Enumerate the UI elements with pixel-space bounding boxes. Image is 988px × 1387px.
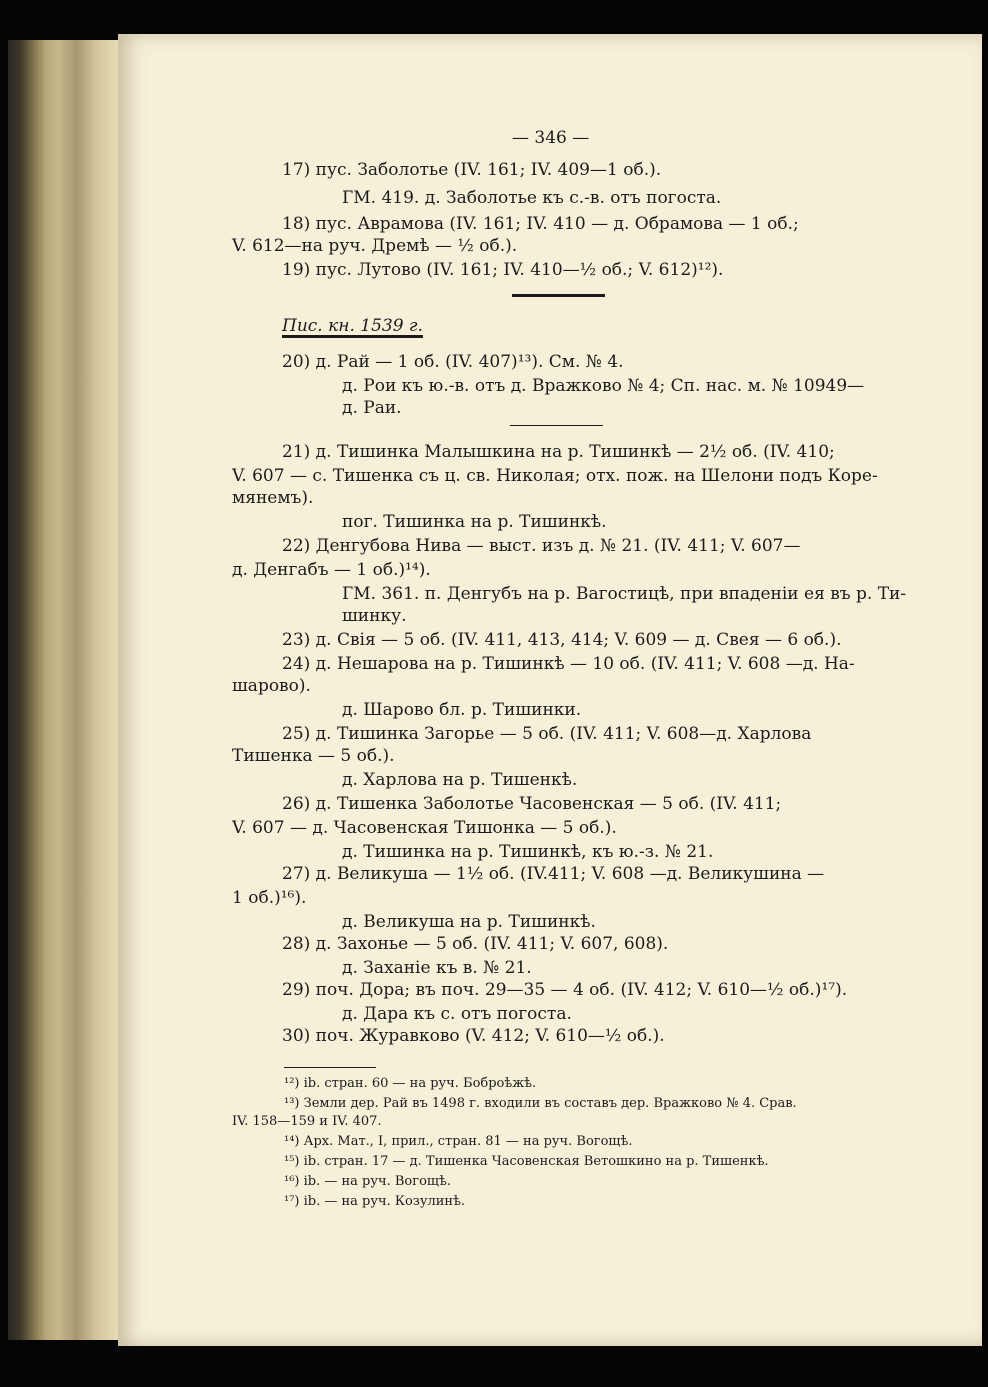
entry-line: 20) д. Рай — 1 об. (IV. 407)¹³). См. № 4.	[282, 352, 624, 372]
entry-line: 22) Денгубова Нива — выст. изъ д. № 21. (IV. 411; V. 607—	[282, 536, 801, 556]
entry-line: шарово).	[232, 676, 311, 696]
entry-line: 23) д. Свія — 5 об. (IV. 411, 413, 414; V. 609 — д. Свея — 6 об.).	[282, 630, 842, 650]
section-divider	[512, 294, 605, 297]
entry-line: V. 612—на руч. Дремѣ — ½ об.).	[232, 236, 518, 256]
entry-line: д. Дара къ с. отъ погоста.	[342, 1004, 572, 1024]
footnote-divider	[284, 1067, 376, 1068]
entry-line: 1 об.)¹⁶).	[232, 888, 307, 908]
entry-line: д. Раи.	[342, 398, 402, 418]
entry-line: 17) пус. Заболотье (IV. 161; IV. 409—1 об.).	[282, 160, 662, 180]
entry-line: шинку.	[342, 606, 407, 626]
entry-line: 26) д. Тишенка Заболотье Часовенская — 5 об. (IV. 411;	[282, 794, 782, 814]
entry-line: д. Харлова на р. Тишенкѣ.	[342, 770, 578, 790]
entry-line: 19) пус. Лутово (IV. 161; IV. 410—½ об.; V. 612)¹²).	[282, 260, 724, 280]
entry-line: 28) д. Захонье — 5 об. (IV. 411; V. 607, 608).	[282, 934, 669, 954]
entry-line: 30) поч. Журавково (V. 412; V. 610—½ об.).	[282, 1026, 665, 1046]
entry-line: д. Рои къ ю.-в. отъ д. Вражково № 4; Сп. нас. м. № 10949—	[342, 376, 865, 396]
entry-line: пог. Тишинка на р. Тишинкѣ.	[342, 512, 607, 532]
entry-line: ГМ. 361. п. Денгубъ на р. Вагостицѣ, при впаденіи ея въ р. Ти-	[342, 584, 907, 604]
section-heading: Пис. кн. 1539 г.	[282, 316, 423, 336]
page-number: — 346 —	[512, 128, 590, 148]
entry-line: V. 607 — с. Тишенка съ ц. св. Николая; отх. пож. на Шелони подъ Коре-	[232, 466, 878, 486]
entry-line: мянемъ).	[232, 488, 314, 508]
entry-line: 24) д. Нешарова на р. Тишинкѣ — 10 об. (IV. 411; V. 608 —д. На-	[282, 654, 855, 674]
footnote: ¹³) Земли дер. Рай въ 1498 г. входили въ составъ дер. Вражково № 4. Срав.	[284, 1096, 797, 1111]
footnote: ¹⁴) Арх. Мат., I, прил., стран. 81 — на руч. Вогощѣ.	[284, 1134, 633, 1149]
footnote: ¹⁶) ib. — на руч. Вогощѣ.	[284, 1174, 451, 1189]
entry-line: 29) поч. Дора; въ поч. 29—35 — 4 об. (IV. 412; V. 610—½ об.)¹⁷).	[282, 980, 848, 1000]
footnote: ¹⁷) ib. — на руч. Козулинѣ.	[284, 1194, 466, 1209]
entry-line: д. Великуша на р. Тишинкѣ.	[342, 912, 596, 932]
sub-divider	[510, 425, 603, 426]
footnote: ¹²) ib. стран. 60 — на руч. Боброѣжѣ.	[284, 1076, 537, 1091]
entry-line: 25) д. Тишинка Загорье — 5 об. (IV. 411; V. 608—д. Харлова	[282, 724, 812, 744]
entry-line: V. 607 — д. Часовенская Тишонка — 5 об.).	[232, 818, 617, 838]
footnote: IV. 158—159 и IV. 407.	[232, 1114, 382, 1129]
entry-line: д. Тишинка на р. Тишинкѣ, къ ю.-з. № 21.	[342, 842, 714, 862]
entry-line: 18) пус. Аврамова (IV. 161; IV. 410 — д. Обрамова — 1 об.;	[282, 214, 799, 234]
book-page-edges	[8, 40, 133, 1340]
entry-line: ГМ. 419. д. Заболотье къ с.-в. отъ погоста.	[342, 188, 722, 208]
entry-line: д. Шарово бл. р. Тишинки.	[342, 700, 582, 720]
footnote: ¹⁵) ib. стран. 17 — д. Тишенка Часовенская Ветошкино на р. Тишенкѣ.	[284, 1154, 769, 1169]
entry-line: Тишенка — 5 об.).	[232, 746, 395, 766]
entry-line: д. Денгабъ — 1 об.)¹⁴).	[232, 560, 431, 580]
entry-line: 27) д. Великуша — 1½ об. (IV.411; V. 608 —д. Великушина —	[282, 864, 825, 884]
entry-line: д. Заханіе къ в. № 21.	[342, 958, 532, 978]
entry-line: 21) д. Тишинка Малышкина на р. Тишинкѣ — 2½ об. (IV. 410;	[282, 442, 835, 462]
